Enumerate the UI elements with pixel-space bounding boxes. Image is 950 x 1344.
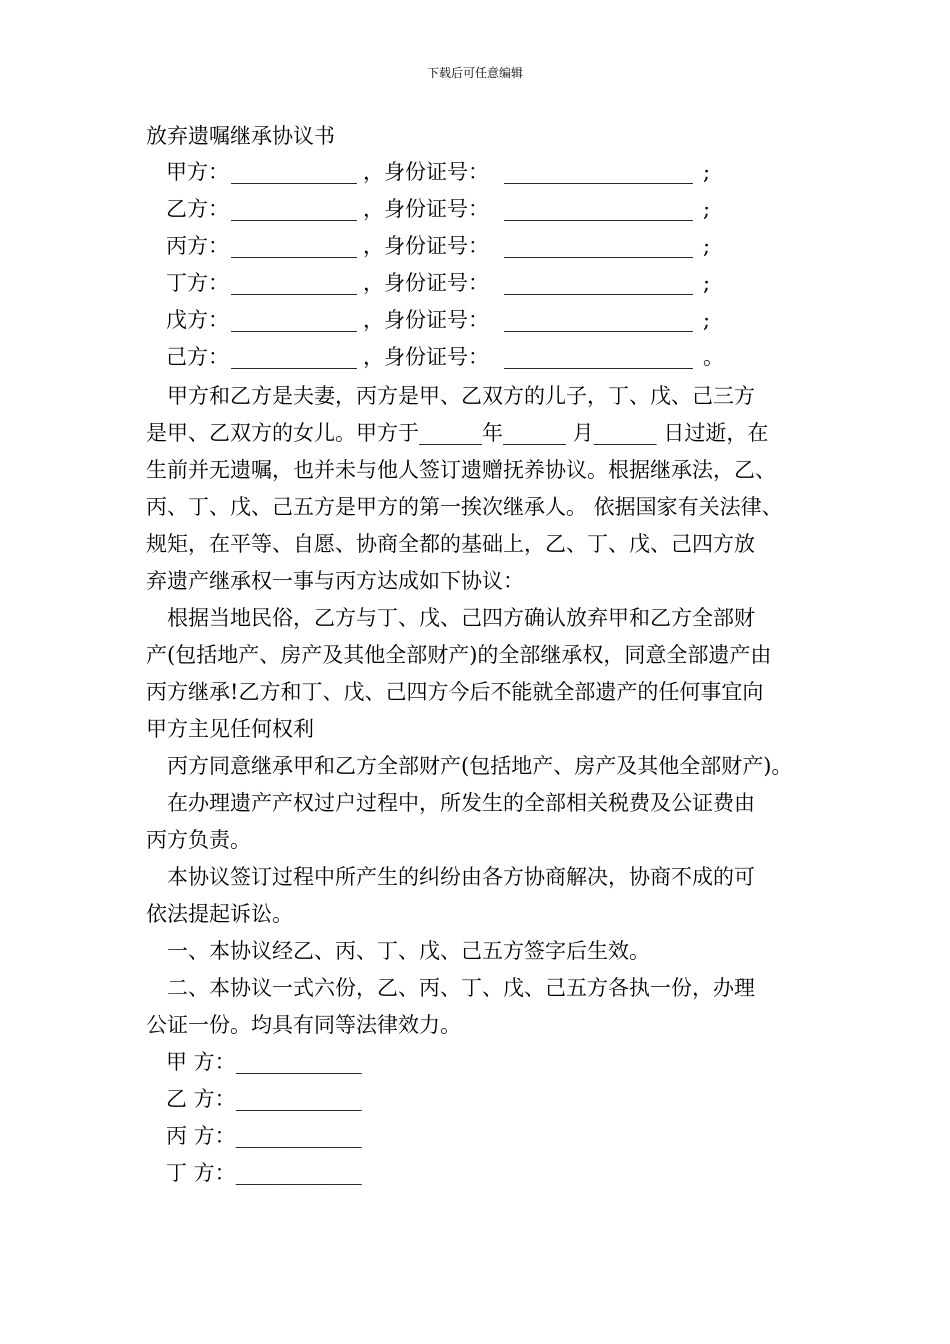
- paragraph-line: 丙方负责。: [146, 828, 251, 852]
- paragraph-line: 甲方主见任何权利: [146, 717, 314, 741]
- signature-label: 甲 方：: [166, 1050, 236, 1074]
- party-label: 己方：: [166, 345, 229, 369]
- party-name-blank: ____________: [231, 234, 357, 258]
- party-name-blank: ____________: [231, 308, 357, 332]
- party-label: 乙方：: [166, 197, 229, 221]
- party-id-blank: __________________: [504, 197, 693, 221]
- signature-label: 乙 方：: [166, 1087, 236, 1111]
- signature-blank: ____________: [235, 1161, 362, 1185]
- party-label: 丁方：: [166, 271, 229, 295]
- party-name-blank: ____________: [231, 345, 357, 369]
- signature-row-jia: [166, 1048, 362, 1076]
- document-title: 放弃遗嘱继承协议书: [146, 124, 335, 148]
- paragraph-acceptance: [146, 748, 846, 785]
- paragraph-line: 公证一份。均具有同等法律效力。: [146, 1013, 461, 1037]
- paragraph-line: 甲方和乙方是夫妻，丙方是甲、乙双方的儿子，丁、戊、己三方: [167, 384, 755, 408]
- party-id-label: ，身份证号：: [363, 197, 489, 221]
- party-id-label: ，身份证号：: [363, 271, 489, 295]
- paragraph-line: 本协议签订过程中所产生的纠纷由各方协商解决，协商不成的可: [167, 865, 755, 889]
- header-note: 下载后可任意编辑: [426, 66, 523, 80]
- signature-blank: ____________: [235, 1050, 362, 1074]
- party-id-label: ，身份证号：: [363, 234, 489, 258]
- party-id-label: ，身份证号：: [363, 160, 489, 184]
- party-id-blank: __________________: [504, 345, 693, 369]
- signature-row-bing: [166, 1122, 362, 1150]
- party-id-blank: __________________: [504, 234, 693, 258]
- party-id-label: ，身份证号：: [363, 308, 489, 332]
- party-end-punct: 。: [703, 345, 724, 369]
- signature-row-ding: [166, 1159, 362, 1187]
- paragraph-line: 规矩，在平等、自愿、协商全都的基础上，乙、丁、戊、己四方放: [146, 532, 755, 556]
- party-label: 戊方：: [166, 308, 229, 332]
- paragraph-line: 是甲、乙双方的女儿。甲方于______年______ 月______ 日过逝，在: [146, 421, 769, 445]
- signature-row-yi: [166, 1085, 362, 1113]
- party-end-punct: ;: [703, 271, 711, 295]
- paragraph-line: 丙、丁、戊、己五方是甲方的第一挨次继承人。 依据国家有关法律、: [146, 495, 783, 519]
- party-name-blank: ____________: [231, 160, 357, 184]
- paragraph-clause-two: [146, 970, 846, 1044]
- party-id-blank: __________________: [504, 160, 693, 184]
- paragraph-line: 丙方同意继承甲和乙方全部财产(包括地产、房产及其他全部财产)。: [167, 754, 793, 778]
- party-name-blank: ____________: [231, 271, 357, 295]
- paragraph-line: 二、本协议一式六份，乙、丙、丁、戊、己五方各执一份，办理: [167, 976, 755, 1000]
- paragraph-line: 根据当地民俗，乙方与丁、戊、己四方确认放弃甲和乙方全部财: [167, 606, 755, 630]
- paragraph-line: 生前并无遗嘱，也并未与他人签订遗赠抚养协议。根据继承法，乙、: [146, 458, 776, 482]
- party-id-blank: __________________: [504, 308, 693, 332]
- party-end-punct: ;: [703, 197, 711, 221]
- party-name-blank: ____________: [231, 197, 357, 221]
- party-label: 丙方：: [166, 234, 229, 258]
- signature-blank: ____________: [235, 1124, 362, 1148]
- party-end-punct: ;: [703, 234, 711, 258]
- signature-label: 丁 方：: [166, 1161, 236, 1185]
- party-label: 甲方：: [166, 160, 229, 184]
- paragraph-line: 弃遗产继承权一事与丙方达成如下协议：: [146, 569, 524, 593]
- paragraph-line: 丙方继承!乙方和丁、戊、己四方今后不能就全部遗产的任何事宜向: [146, 680, 764, 704]
- paragraph-line: 在办理遗产产权过户过程中，所发生的全部相关税费及公证费由: [167, 791, 755, 815]
- paragraph-disputes: [146, 859, 846, 933]
- paragraph-background: [146, 378, 846, 600]
- paragraph-line: 一、本协议经乙、丙、丁、戊、己五方签字后生效。: [167, 939, 650, 963]
- signature-label: 丙 方：: [166, 1124, 236, 1148]
- paragraph-fees: [146, 785, 846, 859]
- signature-blank: ____________: [235, 1087, 362, 1111]
- paragraph-line: 依法提起诉讼。: [146, 902, 293, 926]
- paragraph-clause-one: [146, 933, 846, 970]
- paragraph-renunciation: [146, 600, 846, 748]
- party-id-blank: __________________: [504, 271, 693, 295]
- party-end-punct: ;: [703, 308, 711, 332]
- party-id-label: ，身份证号：: [363, 345, 489, 369]
- paragraph-line: 产(包括地产、房产及其他全部财产)的全部继承权，同意全部遗产由: [146, 643, 772, 667]
- party-end-punct: ;: [703, 160, 711, 184]
